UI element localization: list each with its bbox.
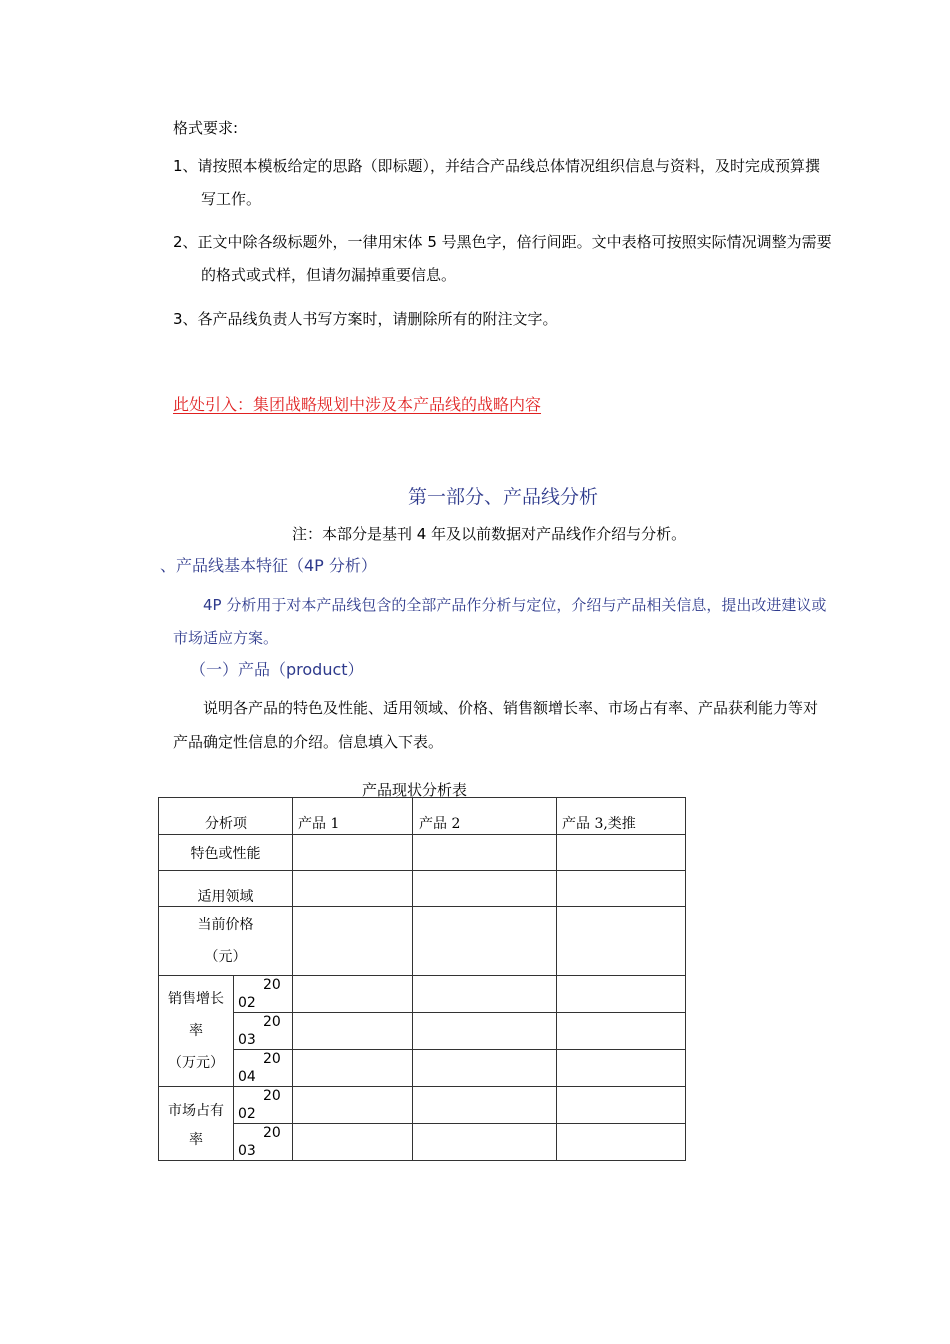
- format-item-2-line1: 2、正文中除各级标题外，一律用宋体 5 号黑色字，倍行间距。文中表格可按照实际情况调整为需要: [173, 233, 832, 251]
- table-row: [159, 871, 686, 907]
- table-cell: [413, 1013, 557, 1050]
- row-label-market-share: [159, 1087, 234, 1161]
- table-cell: [413, 871, 557, 907]
- table-cell: [293, 1087, 413, 1124]
- year-cell-2002: 20 02: [234, 976, 293, 1013]
- row-label-share-text2: 率: [189, 1131, 203, 1148]
- table-row: [159, 1013, 686, 1050]
- header-analysis-item: 分析项: [159, 798, 293, 835]
- product-desc-line2: 产品确定性信息的介绍。信息填入下表。: [173, 733, 444, 751]
- row-label-growth: [159, 976, 234, 1087]
- row-label-features: 特色或性能: [159, 835, 293, 871]
- row-label-price-text: 当前价格: [197, 917, 254, 933]
- year-cell-2002-share: 20 02: [234, 1087, 293, 1124]
- year-cell-2004: 20 04: [234, 1050, 293, 1087]
- row-label-growth-text: 销售增长: [168, 991, 224, 1007]
- format-title: 格式要求:: [173, 119, 239, 137]
- table-header-row: [159, 798, 686, 835]
- table-cell: [413, 907, 557, 976]
- year-cell-2003: 20 03: [234, 1013, 293, 1050]
- table-caption: 产品现状分析表: [362, 781, 468, 799]
- table-cell: [557, 871, 686, 907]
- part-note: 注：本部分是基刊 4 年及以前数据对产品线作介绍与分析。: [292, 525, 687, 543]
- table-row: [159, 1087, 686, 1124]
- section-4p-desc-line1: 4P 分析用于对本产品线包含的全部产品作分析与定位，介绍与产品相关信息，提出改进建议或: [203, 596, 827, 614]
- year-cell-2003-share: 20 03: [234, 1124, 293, 1161]
- table-cell: [557, 907, 686, 976]
- format-item-3-line1: 3、各产品线负责人书写方案时，请删除所有的附注文字。: [173, 310, 558, 328]
- table-cell: [557, 1013, 686, 1050]
- section-4p-desc-line2: 市场适应方案。: [173, 629, 279, 647]
- format-item-2-line2: 的格式或式样，但请勿漏掉重要信息。: [201, 266, 457, 284]
- table-row: [159, 1050, 686, 1087]
- table-cell: [557, 1050, 686, 1087]
- subsection-product-title: （一）产品（product）: [190, 660, 364, 679]
- header-product-3: 产品 3,类推: [557, 798, 686, 835]
- table-row: [159, 907, 686, 976]
- part-title: 第一部分、产品线分析: [408, 486, 599, 508]
- section-title-4p: 、产品线基本特征（4P 分析）: [160, 556, 377, 575]
- table-cell: [557, 1124, 686, 1161]
- table-row: [159, 976, 686, 1013]
- strategy-reference-note: 此处引入：集团战略规划中涉及本产品线的战略内容: [173, 395, 542, 414]
- row-label-domain: 适用领域: [159, 871, 293, 907]
- header-product-2: 产品 2: [413, 798, 557, 835]
- table-cell: [413, 1124, 557, 1161]
- table-row: [159, 835, 686, 871]
- table-cell: [413, 1050, 557, 1087]
- table-cell: [413, 976, 557, 1013]
- table-cell: [557, 835, 686, 871]
- table-cell: [293, 1013, 413, 1050]
- row-label-growth-text2: 率: [189, 1023, 203, 1039]
- table-row: [159, 1124, 686, 1161]
- product-desc-line1: 说明各产品的特色及性能、适用领域、价格、销售额增长率、市场占有率、产品获利能力等对: [203, 699, 819, 717]
- table-cell: [413, 835, 557, 871]
- table-cell: [293, 1050, 413, 1087]
- row-label-growth-unit: （万元）: [168, 1055, 224, 1071]
- row-label-share-text: 市场占有: [168, 1102, 224, 1119]
- table-cell: [293, 976, 413, 1013]
- header-product-1: 产品 1: [293, 798, 413, 835]
- format-item-1-line2: 写工作。: [201, 190, 262, 208]
- product-status-table: [158, 797, 686, 1161]
- table-cell: [293, 835, 413, 871]
- format-item-1-line1: 1、请按照本模板给定的思路（即标题），并结合产品线总体情况组织信息与资料，及时完成预算撰: [173, 157, 821, 175]
- table-cell: [557, 1087, 686, 1124]
- table-cell: [557, 976, 686, 1013]
- row-label-price: [159, 907, 293, 976]
- table-cell: [293, 907, 413, 976]
- table-cell: [413, 1087, 557, 1124]
- row-label-price-unit: （元）: [204, 949, 247, 965]
- table-cell: [293, 871, 413, 907]
- table-cell: [293, 1124, 413, 1161]
